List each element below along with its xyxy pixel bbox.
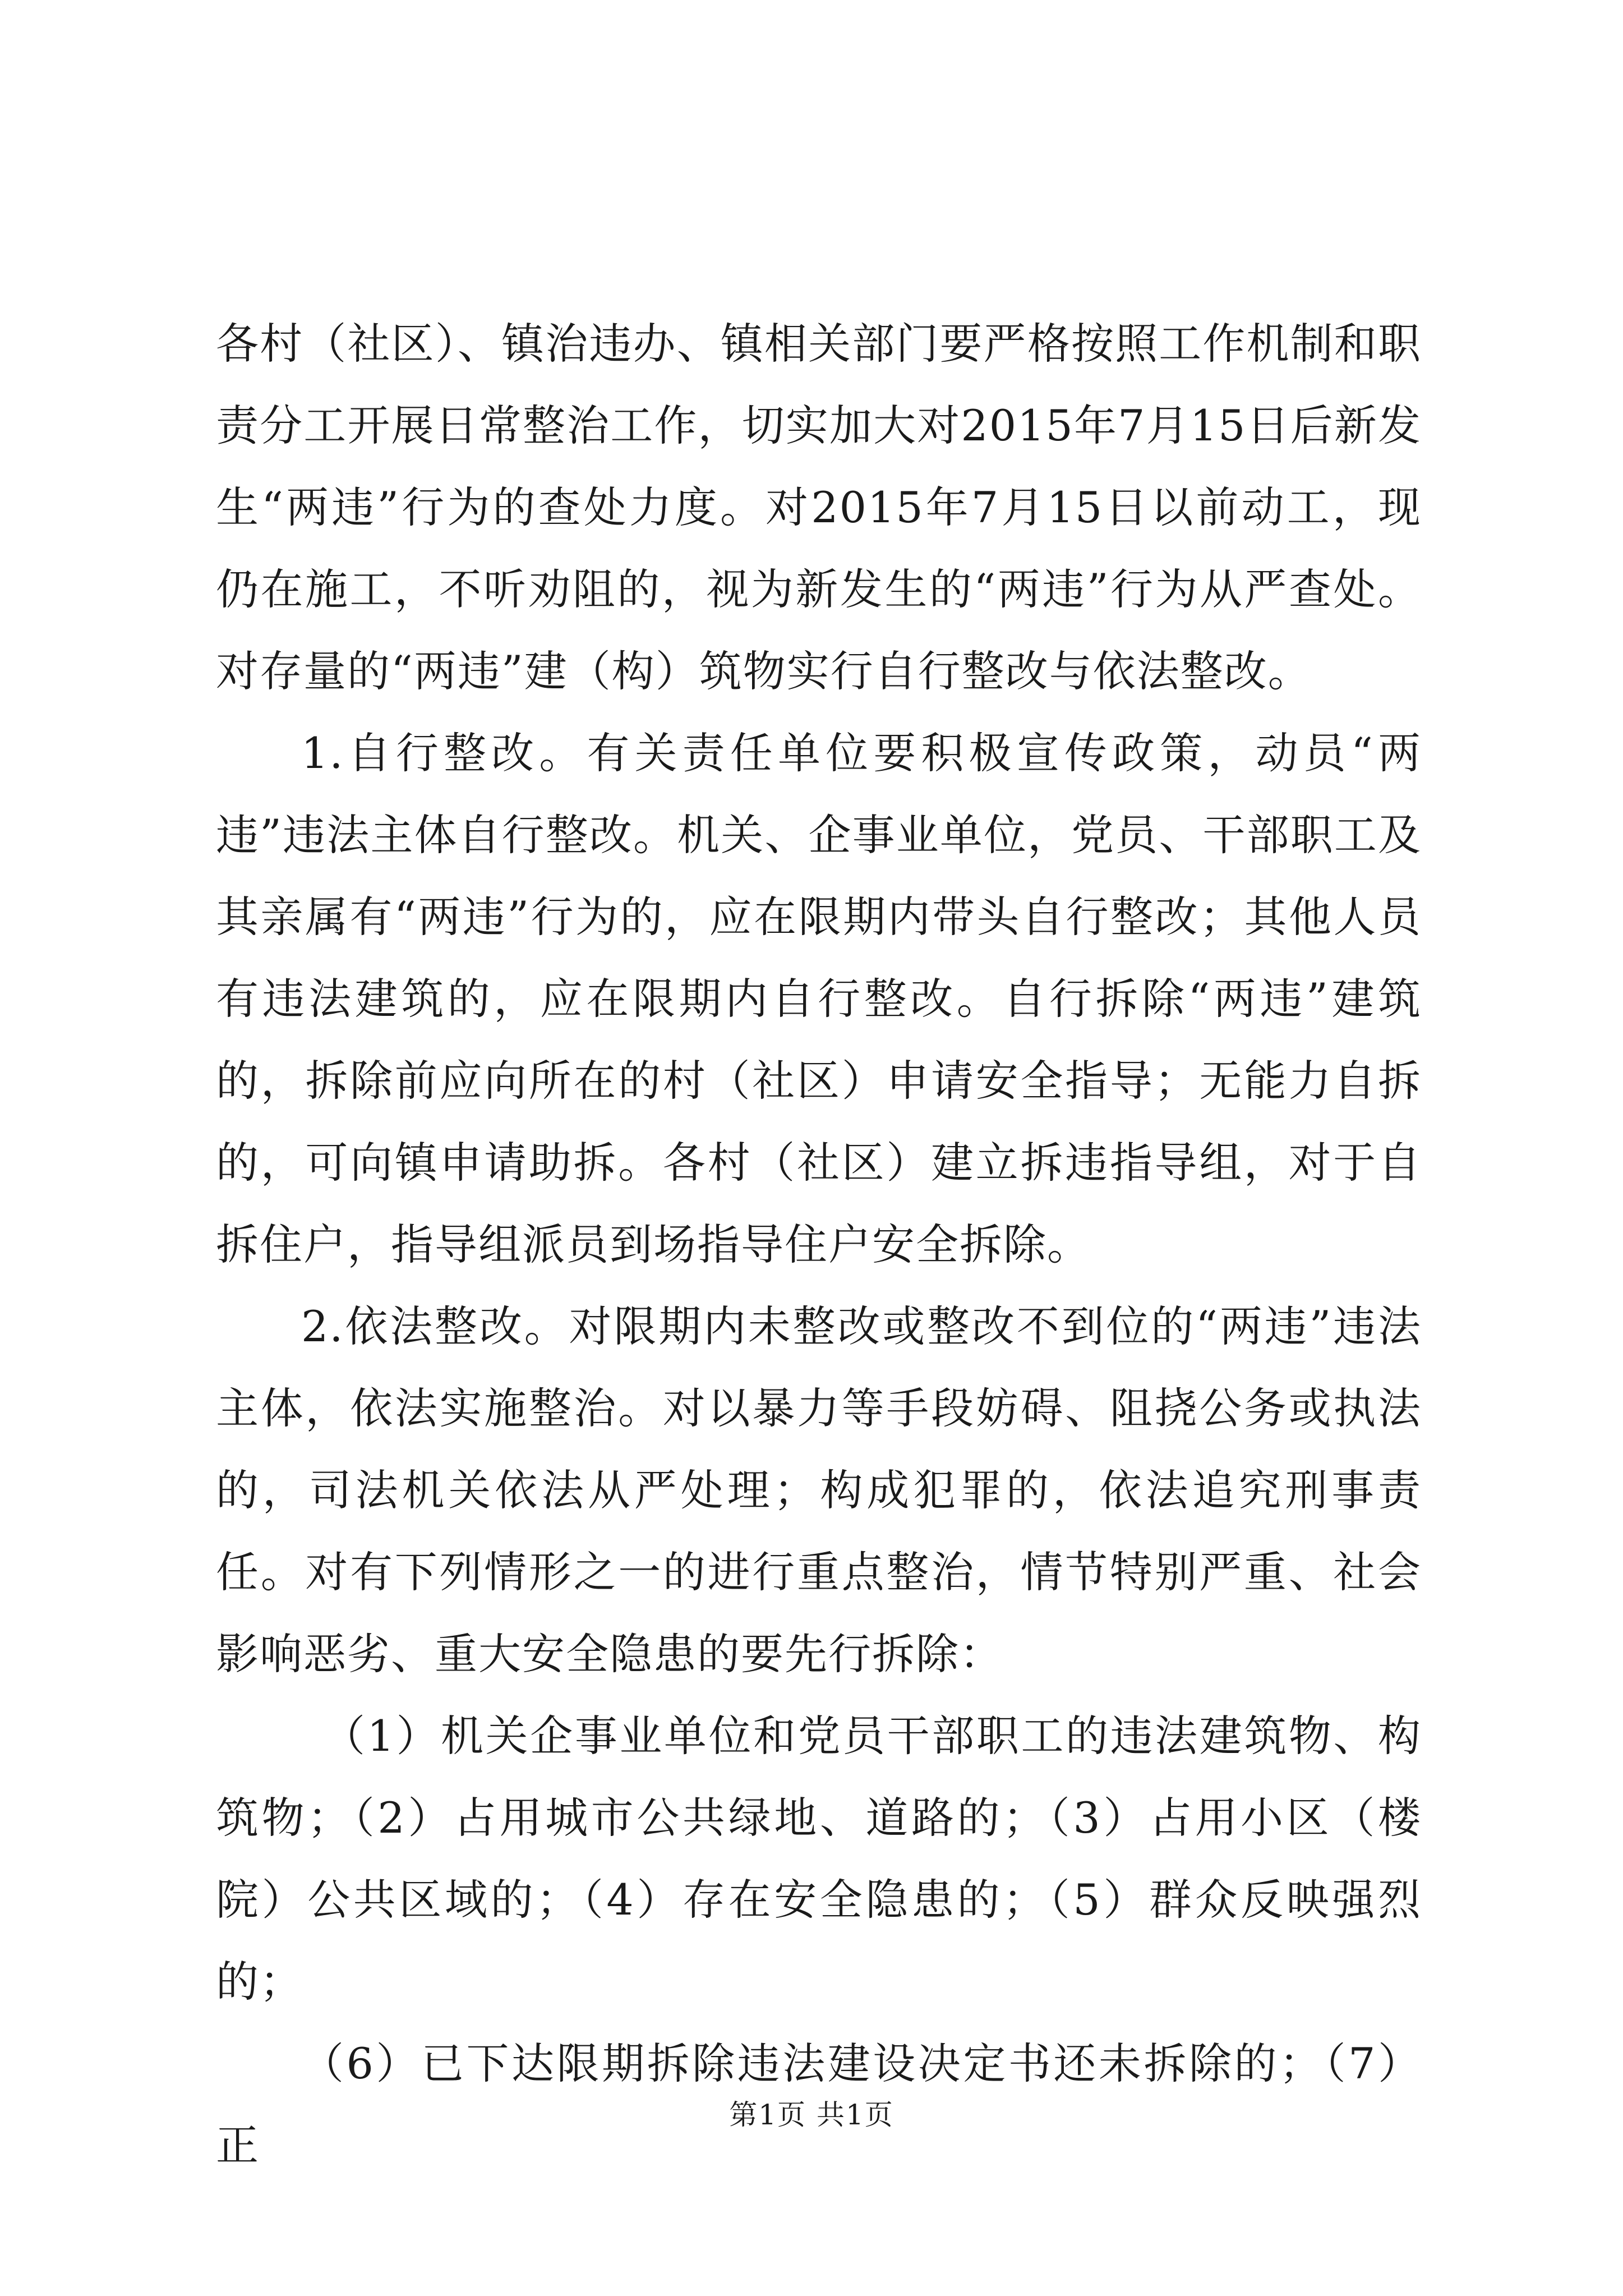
paragraph-intro: 各村（社区）、镇治违办、镇相关部门要严格按照工作机制和职责分工开展日常整治工作，切实加大对2015年7月15日后新发生“两违”行为的查处力度。对2015年7月15日以前动工，现仍在施工，不听劝阻的，视为新发生的“两违”行为从严查处。对存量的“两违”建（构）筑物实行自行整改与依法整改。 [216, 319, 1422, 696]
document-body [216, 303, 1422, 2187]
paragraph-key-cases-continued: （6）已下达限期拆除违法建设决定书还未拆除的；（7）正 [216, 2039, 1422, 2170]
page-number-footer: 第1页 共1页 [729, 2099, 894, 2131]
paragraph-key-cases-list: （1）机关企事业单位和党员干部职工的违法建筑物、构筑物；（2）占用城市公共绿地、道路的；（3）占用小区（楼院）公共区域的；（4）存在安全隐患的；（5）群众反映强烈的； [216, 1711, 1422, 2007]
paragraph-legal-rectification: 2.依法整改。对限期内未整改或整改不到位的“两违”违法主体，依法实施整治。对以暴力等手段妨碍、阻挠公务或执法的，司法机关依法从严处理；构成犯罪的，依法追究刑事责任。对有下列情形之一的进行重点整治，情节特别严重、社会影响恶劣、重大安全隐患的要先行拆除： [216, 1301, 1422, 1679]
paragraph-self-rectification: 1.自行整改。有关责任单位要积极宣传政策，动员“两违”违法主体自行整改。机关、企事业单位，党员、干部职工及其亲属有“两违”行为的，应在限期内带头自行整改；其他人员有违法建筑的，应在限期内自行整改。自行拆除“两违”建筑的，拆除前应向所在的村（社区）申请安全指导；无能力自拆的，可向镇申请助拆。各村（社区）建立拆违指导组，对于自拆住户，指导组派员到场指导住户安全拆除。 [216, 728, 1422, 1269]
